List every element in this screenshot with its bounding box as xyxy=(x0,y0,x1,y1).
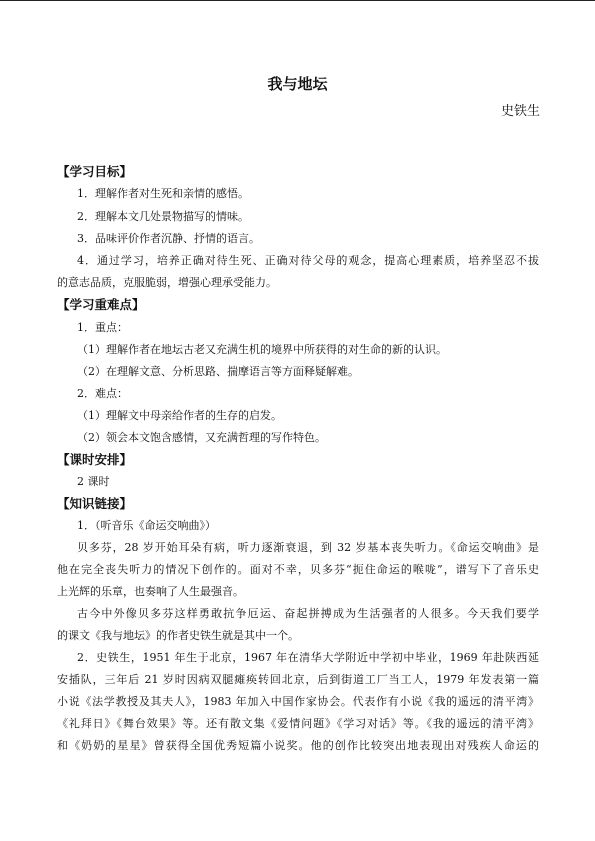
paragraph-line: 和《奶奶的星星》曾获得全国优秀短篇小说奖。他的创作比较突出地表现出对残疾人命运的 xyxy=(57,739,539,752)
keypoint-item: 1．重点： xyxy=(77,321,128,334)
paragraph-line: 上光辉的乐章，也奏响了人生最强音。 xyxy=(57,585,244,598)
keypoint-item: （2）领会本文饱含感情，又充满哲理的写作特色。 xyxy=(77,431,326,444)
document-title: 我与地坛 xyxy=(267,75,328,93)
paragraph-line: 《礼拜日》《舞台效果》等。还有散文集《爱情问题》《学习对话》等。《我的遥远的清平湾》 xyxy=(57,717,539,730)
paragraph-line: 安插队，三年后 21 岁时因病双腿瘫痪转回北京，后到街道工厂当工人，1979 年发表第一篇 xyxy=(57,673,539,686)
author-name: 史铁生 xyxy=(500,104,540,119)
keypoint-item: （2）在理解文意、分析思路、揣摩语言等方面释疑解难。 xyxy=(77,365,359,378)
paragraph-line: 他在完全丧失听力的情况下创作的。面对不幸，贝多芬“扼住命运的喉咙”，谱写下了音乐史 xyxy=(57,563,539,576)
section-heading-schedule: 【课时安排】 xyxy=(57,452,133,467)
section-heading-goals: 【学习目标】 xyxy=(57,164,133,179)
section-heading-keypoints: 【学习重难点】 xyxy=(57,297,145,312)
section-heading-links: 【知识链接】 xyxy=(57,496,133,511)
keypoint-item: （1）理解文中母亲给作者的生存的启发。 xyxy=(77,409,282,422)
link-item: 1．（听音乐《命运交响曲》） xyxy=(77,519,216,532)
goal-item: 3．品味评价作者沉静、抒情的语言。 xyxy=(77,232,260,245)
paragraph-line: 2．史铁生，1951 年生于北京，1967 年在清华大学附近中学初中毕业，1969 年赴陕西延 xyxy=(77,651,539,664)
goal-item-continued: 的意志品质，克服脆弱，增强心理承受能力。 xyxy=(57,276,277,289)
paragraph-line: 古今中外像贝多芬这样勇敢抗争厄运、奋起拼搏成为生活强者的人很多。今天我们要学 xyxy=(77,607,539,620)
goal-item: 2．理解本文几处景物描写的情味。 xyxy=(77,210,249,223)
keypoint-item: （1）理解作者在地坛古老又充满生机的境界中所获得的对生命的新的认识。 xyxy=(77,343,447,356)
goal-item: 4．通过学习，培养正确对待生死、正确对待父母的观念，提高心理素质，培养坚忍不拔 xyxy=(77,254,539,267)
paragraph-line: 小说《法学教授及其夫人》，1983 年加入中国作家协会。代表作有小说《我的遥远的清平湾》 xyxy=(57,695,539,708)
paragraph-line: 贝多芬，28 岁开始耳朵有病，听力逐渐衰退，到 32 岁基本丧失听力。《命运交响曲》是 xyxy=(77,541,539,554)
goal-item: 1．理解作者对生死和亲情的感悟。 xyxy=(77,187,249,200)
schedule-item: 2 课时 xyxy=(77,475,110,488)
keypoint-item: 2．难点： xyxy=(77,387,128,400)
header-rule xyxy=(0,0,595,1)
paragraph-line: 的课文《我与地坛》的作者史铁生就是其中一个。 xyxy=(57,629,299,642)
